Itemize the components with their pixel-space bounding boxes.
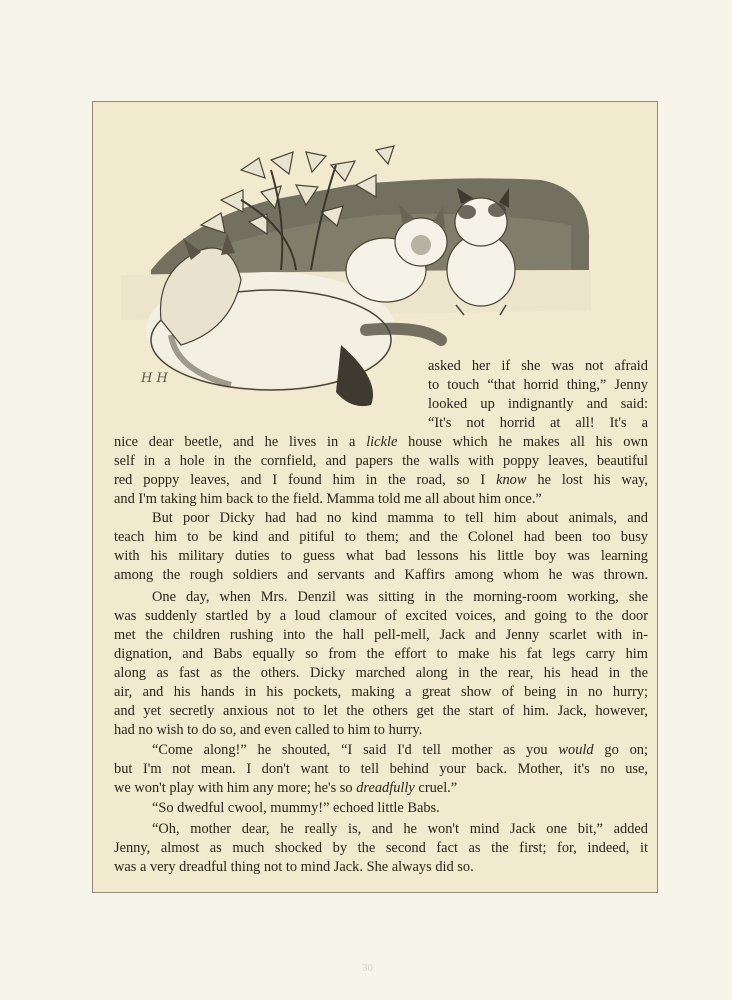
text-run: along as fast as the others. Dicky marched along in the rear, his head in the (114, 665, 648, 681)
text-line (152, 742, 648, 759)
text-run: “Oh, mother dear, he really is, and he won't mind Jack one bit,” added (152, 821, 648, 837)
text-line (114, 722, 648, 739)
text-run: red poppy leaves, and I found him in the road, so I (114, 472, 497, 488)
text-run: and yet secretly anxious not to let the others get the start of him. Jack, however, (114, 703, 648, 719)
text-line (428, 358, 648, 375)
text-run: teach him to be kind and pitiful to them; and the Colonel had been too busy (114, 529, 648, 545)
text-line (428, 377, 648, 394)
text-run: among the rough soldiers and servants and Kaffirs among whom he was thrown. (114, 567, 648, 583)
text-line (114, 646, 648, 663)
text-line (152, 800, 648, 817)
text-run: asked her if she was not afraid (428, 358, 648, 374)
italic-word: know (496, 472, 527, 488)
text-line (114, 703, 648, 720)
text-run: was suddenly startled by a loud clamour of excited voices, and going to the door (114, 608, 648, 624)
text-run: “So dwedful cwool, mummy!” echoed little Babs. (152, 800, 440, 816)
text-run: nice dear beetle, and he lives in a (114, 434, 367, 450)
text-run: cruel.” (414, 780, 458, 796)
text-run: and I'm taking him back to the field. Mamma told me all about him once.” (114, 491, 542, 507)
text-run: But poor Dicky had had no kind mamma to tell him about animals, and (152, 510, 648, 526)
text-line (114, 761, 648, 778)
text-run: One day, when Mrs. Denzil was sitting in the morning-room working, she (152, 589, 648, 605)
italic-word: lickle (366, 434, 398, 450)
text-line (114, 627, 648, 644)
text-line (114, 859, 648, 876)
text-run: was a very dreadful thing not to mind Jack. She always did so. (114, 859, 474, 875)
text-line (114, 453, 648, 470)
text-run: house which he makes all his own (397, 434, 648, 450)
text-line (114, 684, 648, 701)
text-run: air, and his hands in his pockets, making a great show of being in no hurry; (114, 684, 648, 700)
italic-word: dreadfully (356, 780, 415, 796)
text-run: with his military duties to guess what bad lessons his little boy was learning (114, 548, 648, 564)
text-line (428, 396, 648, 413)
text-run: go on; (593, 742, 648, 758)
svg-text:H H: H H (141, 371, 168, 386)
text-run: to touch “that horrid thing,” Jenny (428, 377, 648, 393)
text-line (114, 665, 648, 682)
text-line (114, 529, 648, 546)
text-run: had no wish to do so, and even called to him to hurry. (114, 722, 423, 738)
text-run: dignation, and Babs equally so from the effort to make his fat legs carry him (114, 646, 648, 662)
text-line (114, 780, 648, 797)
text-line (114, 608, 648, 625)
text-line (152, 821, 648, 838)
text-run: we won't play with him any more; he's so (114, 780, 357, 796)
text-line (428, 415, 648, 432)
text-run: “Come along!” he shouted, “I said I'd tell mother as you (152, 742, 559, 758)
italic-word: would (558, 742, 594, 758)
text-run: “It's not horrid at all! It's a (428, 415, 648, 431)
text-run: met the children rushing into the hall pell-mell, Jack and Jenny scarlet with in- (114, 627, 648, 643)
text-line (114, 567, 648, 584)
text-line (152, 589, 648, 606)
text-line (114, 434, 648, 451)
text-line (114, 840, 648, 857)
text-line (152, 510, 648, 527)
text-line (114, 472, 648, 489)
text-run: Jenny, almost as much shocked by the second fact as the first; for, indeed, it (114, 840, 648, 856)
text-run: looked up indignantly and said: (428, 396, 648, 412)
page-number: 30 (362, 962, 373, 974)
text-run: but I'm not mean. I don't want to tell behind your back. Mother, it's no use, (114, 761, 648, 777)
text-line (114, 491, 648, 508)
text-line (114, 548, 648, 565)
text-run: self in a hole in the cornfield, and papers the walls with poppy leaves, beautiful (114, 453, 648, 469)
text-run: he lost his way, (526, 472, 648, 488)
